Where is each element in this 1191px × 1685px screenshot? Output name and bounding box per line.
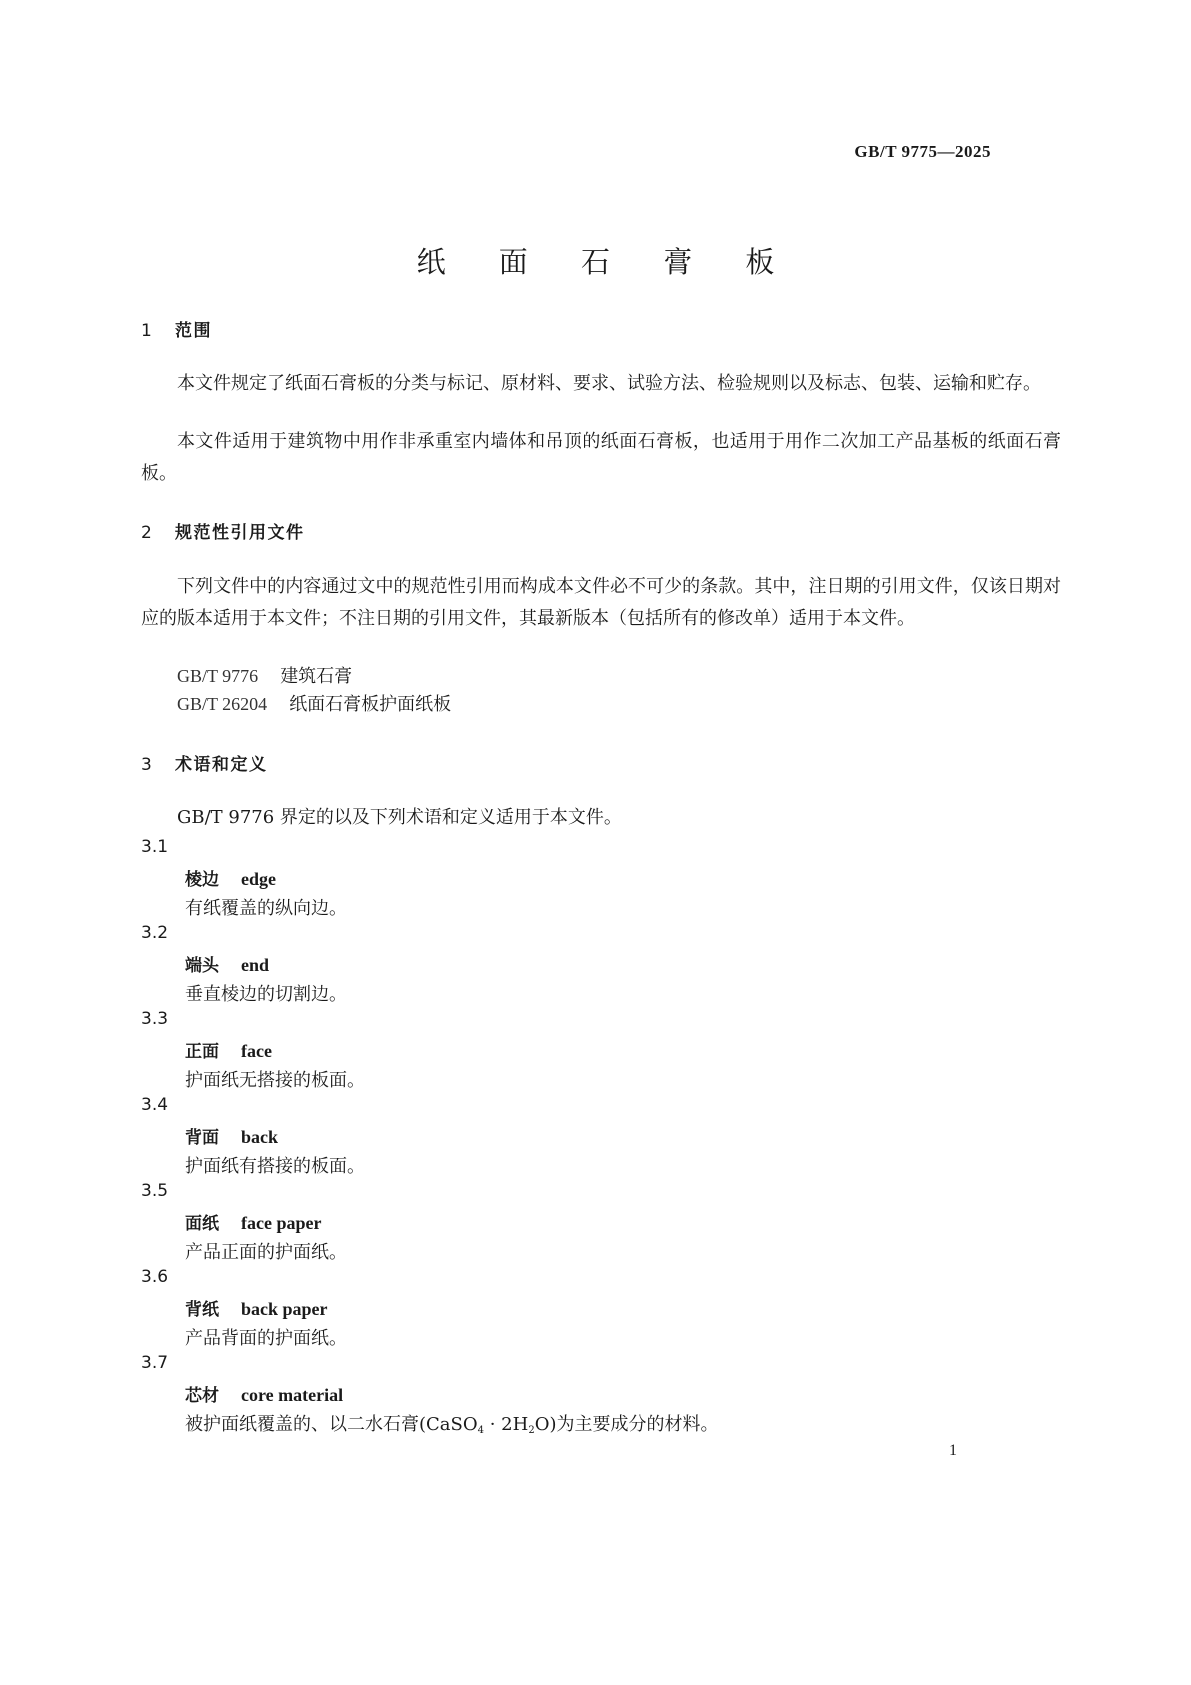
term-en: back paper: [241, 1299, 328, 1319]
section-3-intro: GB/T 9776 界定的以及下列术语和定义适用于本文件。: [177, 807, 622, 828]
subscript: 2: [528, 1425, 535, 1436]
term-en: back: [241, 1127, 279, 1147]
section-1-heading: [141, 316, 212, 341]
term-en: face paper: [241, 1213, 322, 1233]
section-1-paragraph-1: 本文件规定了纸面石膏板的分类与标记、原材料、要求、试验方法、检验规则以及标志、包装、运输和贮存。: [177, 373, 1041, 394]
term-zh: 背纸: [185, 1300, 219, 1320]
section-number: 1: [141, 321, 154, 341]
term-number: 3.5: [141, 1181, 169, 1201]
term-definition: 产品背面的护面纸。: [185, 1328, 347, 1349]
term-definition: [185, 1410, 718, 1436]
term-en: core material: [241, 1385, 344, 1405]
term-zh: 棱边: [185, 870, 219, 890]
subscript: 4: [477, 1425, 484, 1436]
reference-code: GB/T 26204: [177, 694, 268, 714]
reference-code: GB/T 9776: [177, 666, 259, 686]
term-number: 3.7: [141, 1353, 169, 1373]
section-3-heading: [141, 750, 268, 775]
term-number: 3.6: [141, 1267, 169, 1287]
term-definition: 护面纸无搭接的板面。: [185, 1070, 365, 1091]
term-name: [185, 1037, 272, 1062]
normative-reference: [177, 688, 451, 721]
term-name: [185, 1295, 328, 1320]
page-number: 1: [949, 1442, 957, 1459]
term-zh: 端头: [185, 956, 219, 976]
section-number: 3: [141, 755, 154, 775]
section-title: 术语和定义: [175, 755, 268, 775]
section-2-heading: [141, 518, 305, 543]
section-title: 范围: [175, 321, 212, 341]
definition-text: O)为主要成分的材料。: [534, 1414, 719, 1435]
term-name: [185, 951, 269, 976]
term-en: face: [241, 1041, 272, 1061]
term-number: 3.2: [141, 923, 169, 943]
section-1-paragraph-2: 本文件适用于建筑物中用作非承重室内墙体和吊顶的纸面石膏板，也适用于用作二次加工产品基板的纸面石膏板。: [141, 431, 1061, 484]
term-definition: 护面纸有搭接的板面。: [185, 1156, 365, 1177]
term-en: edge: [241, 869, 276, 889]
term-name: [185, 1381, 343, 1406]
section-title: 规范性引用文件: [175, 523, 305, 543]
term-name: [185, 1123, 278, 1148]
term-en: end: [241, 955, 270, 975]
section-number: 2: [141, 523, 154, 543]
term-definition: 产品正面的护面纸。: [185, 1242, 347, 1263]
section-2-paragraph-1: 下列文件中的内容通过文中的规范性引用而构成本文件必不可少的条款。其中，注日期的引用文件，仅该日期对应的版本适用于本文件；不注日期的引用文件，其最新版本（包括所有的修改单）适用于本文件。: [141, 576, 1061, 629]
term-definition: 垂直棱边的切割边。: [185, 984, 347, 1005]
reference-title: 建筑石膏: [280, 666, 353, 687]
document-code: GB/T 9775—2025: [854, 142, 991, 161]
term-zh: 芯材: [185, 1386, 219, 1406]
term-number: 3.3: [141, 1009, 169, 1029]
term-number: 3.4: [141, 1095, 169, 1115]
term-zh: 正面: [185, 1042, 219, 1062]
term-name: [185, 865, 276, 890]
definition-text: · 2H: [484, 1414, 529, 1435]
term-number: 3.1: [141, 837, 169, 857]
document-title: 纸 面 石 膏 板: [416, 245, 797, 279]
definition-text: 被护面纸覆盖的、以二水石膏(CaSO: [185, 1414, 478, 1435]
term-definition: 有纸覆盖的纵向边。: [185, 898, 347, 919]
term-zh: 背面: [185, 1128, 219, 1148]
term-zh: 面纸: [185, 1214, 219, 1234]
reference-title: 纸面石膏板护面纸板: [289, 694, 452, 715]
term-name: [185, 1209, 321, 1234]
